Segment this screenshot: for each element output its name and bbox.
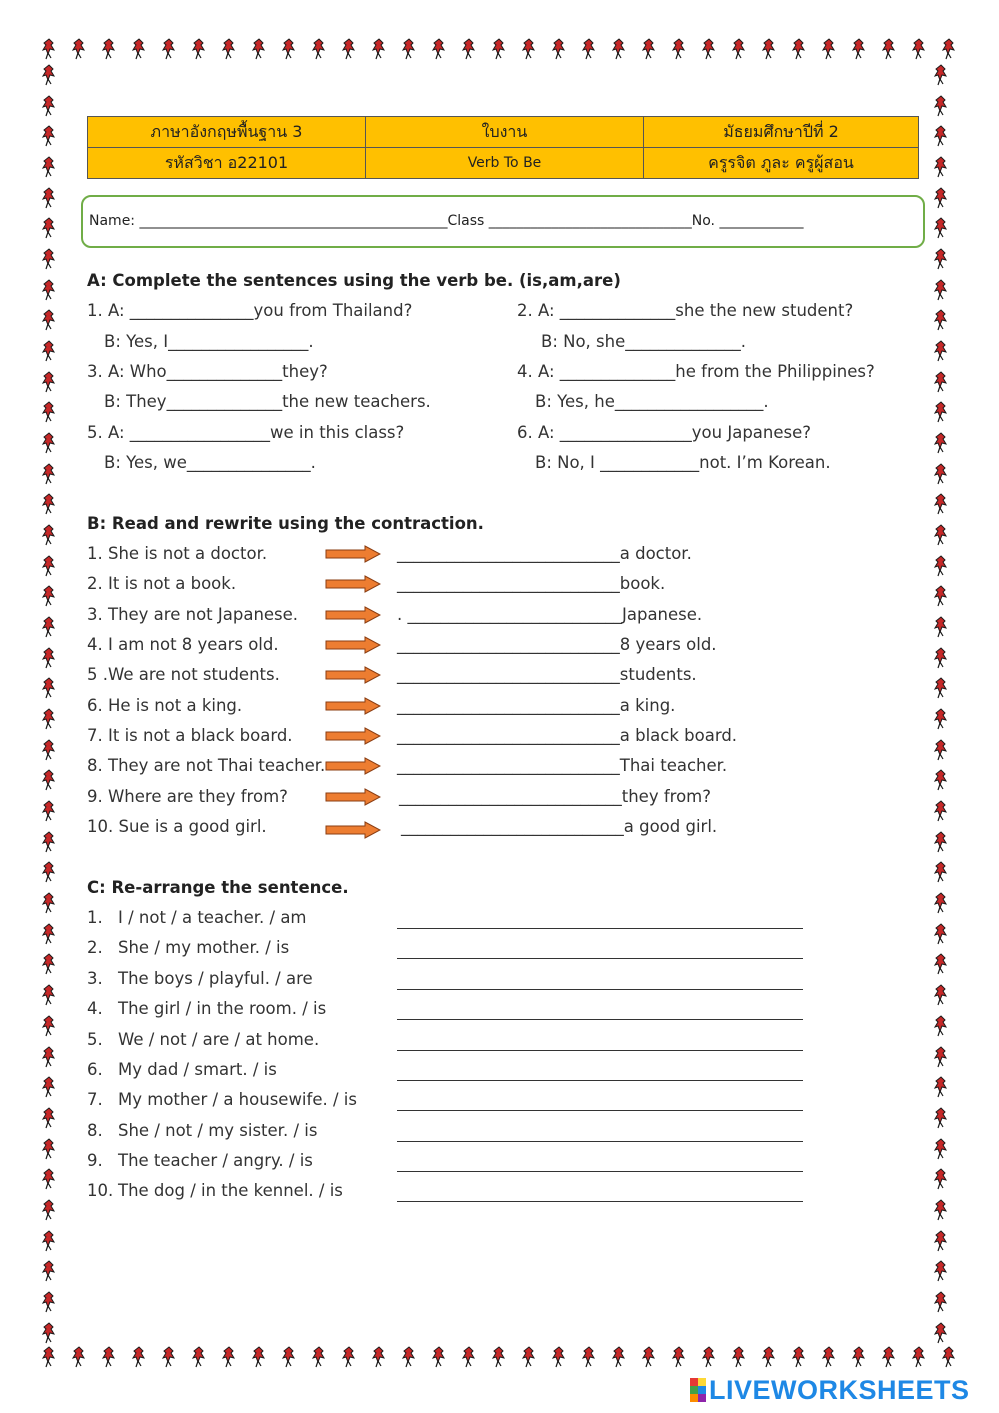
ornament-icon <box>490 38 508 60</box>
section-a-line[interactable]: B: No, I ____________not. I’m Korean. <box>535 453 831 472</box>
liveworksheets-wordmark: LIVEWORKSHEETS <box>709 1374 970 1405</box>
ornament-icon <box>932 647 950 669</box>
section-c-answer-line[interactable] <box>397 1171 803 1172</box>
ornament-icon <box>932 1322 950 1344</box>
ornament-icon <box>730 1346 748 1368</box>
section-b-answer-blank[interactable]: ___________________________Thai teacher. <box>397 756 728 775</box>
ornament-icon <box>40 432 58 454</box>
ornament-icon <box>932 616 950 638</box>
ornament-icon <box>932 125 950 147</box>
decorative-border-top <box>40 38 958 62</box>
ornament-icon <box>850 38 868 60</box>
ornament-icon <box>40 953 58 975</box>
section-c-words: She / not / my sister. / is <box>118 1121 318 1140</box>
ornament-icon <box>932 432 950 454</box>
ornament-icon <box>160 1346 178 1368</box>
ornament-icon <box>400 38 418 60</box>
ornament-icon <box>760 38 778 60</box>
ornament-icon <box>370 38 388 60</box>
ornament-icon <box>40 38 58 60</box>
section-b-prompt: 2. It is not a book. <box>87 574 237 593</box>
section-b-prompt: 6. He is not a king. <box>87 696 243 715</box>
ornament-icon <box>40 1015 58 1037</box>
section-a-line[interactable]: B: Yes, we_______________. <box>104 453 316 472</box>
section-b-answer-blank[interactable]: ___________________________they from? <box>399 787 711 806</box>
ornament-icon <box>550 1346 568 1368</box>
ornament-icon <box>40 769 58 791</box>
header-course-code: รหัสวิชา อ22101 <box>88 148 366 179</box>
ornament-icon <box>820 38 838 60</box>
ornament-icon <box>40 1046 58 1068</box>
ornament-icon <box>910 38 928 60</box>
ornament-icon <box>40 125 58 147</box>
ornament-icon <box>940 1346 958 1368</box>
decorative-border-left <box>40 64 64 1344</box>
ornament-icon <box>40 248 58 270</box>
section-c-number: 6. <box>87 1060 103 1079</box>
ornament-icon <box>40 1076 58 1098</box>
ornament-icon <box>460 1346 478 1368</box>
ornament-icon <box>40 1138 58 1160</box>
ornament-icon <box>940 38 958 60</box>
section-a-line[interactable]: 5. A: _________________we in this class? <box>87 423 405 442</box>
logo-squares-icon <box>690 1378 706 1402</box>
ornament-icon <box>70 38 88 60</box>
ornament-icon <box>40 493 58 515</box>
section-b-prompt: 5 .We are not students. <box>87 665 280 684</box>
section-a-line[interactable]: 4. A: ______________he from the Philippines? <box>517 362 875 381</box>
ornament-icon <box>932 892 950 914</box>
ornament-icon <box>40 739 58 761</box>
section-a-line[interactable]: 2. A: ______________she the new student? <box>517 301 854 320</box>
section-b-answer-blank[interactable]: ___________________________book. <box>397 574 666 593</box>
ornament-icon <box>130 1346 148 1368</box>
ornament-icon <box>760 1346 778 1368</box>
ornament-icon <box>40 187 58 209</box>
section-b-prompt: 8. They are not Thai teacher. <box>87 756 326 775</box>
ornament-icon <box>550 38 568 60</box>
section-c-answer-line[interactable] <box>397 989 803 990</box>
ornament-icon <box>700 1346 718 1368</box>
name-box <box>81 195 925 248</box>
ornament-icon <box>580 38 598 60</box>
ornament-icon <box>932 371 950 393</box>
ornament-icon <box>932 1138 950 1160</box>
ornament-icon <box>160 38 178 60</box>
section-a-line[interactable]: B: Yes, I_________________. <box>104 332 314 351</box>
ornament-icon <box>932 769 950 791</box>
ornament-icon <box>40 1322 58 1344</box>
section-c-number: 8. <box>87 1121 103 1140</box>
section-b-prompt: 9. Where are they from? <box>87 787 288 806</box>
section-b-answer-blank[interactable]: ___________________________a good girl. <box>401 817 718 836</box>
ornament-icon <box>932 156 950 178</box>
liveworksheets-logo <box>690 1375 990 1405</box>
section-b-answer-blank[interactable]: ___________________________a black board. <box>397 726 738 745</box>
ornament-icon <box>40 463 58 485</box>
ornament-icon <box>280 1346 298 1368</box>
section-c-answer-line[interactable] <box>397 958 803 959</box>
ornament-icon <box>880 1346 898 1368</box>
ornament-icon <box>790 38 808 60</box>
section-c-number: 5. <box>87 1030 103 1049</box>
section-c-title: C: Re-arrange the sentence. <box>87 878 349 897</box>
ornament-icon <box>40 708 58 730</box>
ornament-icon <box>932 1260 950 1282</box>
section-c-words: The boys / playful. / are <box>118 969 313 988</box>
ornament-icon <box>40 371 58 393</box>
decorative-border-right <box>932 64 956 1344</box>
ornament-icon <box>40 585 58 607</box>
ornament-icon <box>70 1346 88 1368</box>
ornament-icon <box>40 616 58 638</box>
section-b-answer-blank[interactable]: ___________________________a doctor. <box>397 544 692 563</box>
section-b-prompt: 4. I am not 8 years old. <box>87 635 279 654</box>
section-b-prompt: 1. She is not a doctor. <box>87 544 268 563</box>
section-c-words: I / not / a teacher. / am <box>118 908 307 927</box>
ornament-icon <box>932 861 950 883</box>
ornament-icon <box>40 524 58 546</box>
ornament-icon <box>932 340 950 362</box>
ornament-icon <box>190 1346 208 1368</box>
ornament-icon <box>40 156 58 178</box>
right-arrow-icon <box>325 606 381 624</box>
section-b-answer-blank[interactable]: ___________________________a king. <box>397 696 676 715</box>
header-worksheet: ใบงาน <box>366 117 644 148</box>
ornament-icon <box>40 1260 58 1282</box>
section-c-words: My dad / smart. / is <box>118 1060 277 1079</box>
ornament-icon <box>100 1346 118 1368</box>
section-a-line[interactable]: 1. A: _______________you from Thailand? <box>87 301 413 320</box>
ornament-icon <box>932 1015 950 1037</box>
ornament-icon <box>40 279 58 301</box>
ornament-icon <box>700 38 718 60</box>
ornament-icon <box>790 1346 808 1368</box>
ornament-icon <box>40 831 58 853</box>
ornament-icon <box>932 585 950 607</box>
ornament-icon <box>220 1346 238 1368</box>
section-c-number: 3. <box>87 969 103 988</box>
section-c-number: 9. <box>87 1151 103 1170</box>
ornament-icon <box>100 38 118 60</box>
ornament-icon <box>932 1230 950 1252</box>
ornament-icon <box>932 739 950 761</box>
ornament-icon <box>610 1346 628 1368</box>
ornament-icon <box>932 1291 950 1313</box>
name-class-no-line[interactable]: Name: ____________________________________________Class _____________________________No. ____________ <box>89 213 804 229</box>
ornament-icon <box>40 340 58 362</box>
ornament-icon <box>520 1346 538 1368</box>
ornament-icon <box>640 1346 658 1368</box>
ornament-icon <box>40 861 58 883</box>
section-b-prompt: 3. They are not Japanese. <box>87 605 299 624</box>
section-c-words: The girl / in the room. / is <box>118 999 327 1018</box>
ornament-icon <box>932 187 950 209</box>
ornament-icon <box>130 38 148 60</box>
section-a-line[interactable]: B: They______________the new teachers. <box>104 392 431 411</box>
ornament-icon <box>932 1107 950 1129</box>
ornament-icon <box>850 1346 868 1368</box>
ornament-icon <box>932 923 950 945</box>
section-a-line[interactable]: B: Yes, he__________________. <box>535 392 769 411</box>
ornament-icon <box>932 401 950 423</box>
ornament-icon <box>310 38 328 60</box>
section-c-number: 4. <box>87 999 103 1018</box>
section-c-words: She / my mother. / is <box>118 938 290 957</box>
ornament-icon <box>932 984 950 1006</box>
ornament-icon <box>460 38 478 60</box>
decorative-border-bottom <box>40 1346 958 1370</box>
header-grade: มัธยมศึกษาปีที่ 2 <box>644 117 919 148</box>
section-c-number: 10. <box>87 1181 114 1200</box>
ornament-icon <box>190 38 208 60</box>
ornament-icon <box>640 38 658 60</box>
right-arrow-icon <box>325 727 381 745</box>
ornament-icon <box>40 555 58 577</box>
ornament-icon <box>932 493 950 515</box>
header-subject: ภาษาอังกฤษพื้นฐาน 3 <box>88 117 366 148</box>
ornament-icon <box>580 1346 598 1368</box>
section-c-words: We / not / are / at home. <box>118 1030 320 1049</box>
ornament-icon <box>932 463 950 485</box>
right-arrow-icon <box>325 666 381 684</box>
ornament-icon <box>40 95 58 117</box>
right-arrow-icon <box>325 636 381 654</box>
section-a-line[interactable]: 6. A: ________________you Japanese? <box>517 423 812 442</box>
ornament-icon <box>670 1346 688 1368</box>
ornament-icon <box>370 1346 388 1368</box>
ornament-icon <box>220 38 238 60</box>
ornament-icon <box>40 647 58 669</box>
section-b-answer-blank[interactable]: ___________________________students. <box>397 665 697 684</box>
ornament-icon <box>932 1168 950 1190</box>
ornament-icon <box>40 984 58 1006</box>
section-c-answer-line[interactable] <box>397 1080 803 1081</box>
ornament-icon <box>520 38 538 60</box>
ornament-icon <box>880 38 898 60</box>
ornament-icon <box>932 217 950 239</box>
right-arrow-icon <box>325 575 381 593</box>
header-table <box>87 116 919 179</box>
ornament-icon <box>40 1346 58 1368</box>
ornament-icon <box>40 217 58 239</box>
section-c-answer-line[interactable] <box>397 1110 803 1111</box>
section-c-answer-line[interactable] <box>397 1141 803 1142</box>
section-c-answer-line[interactable] <box>397 1201 803 1202</box>
right-arrow-icon <box>325 821 381 839</box>
section-a-line[interactable]: 3. A: Who______________they? <box>87 362 328 381</box>
ornament-icon <box>932 555 950 577</box>
ornament-icon <box>932 953 950 975</box>
section-b-answer-blank[interactable]: . __________________________Japanese. <box>397 605 703 624</box>
ornament-icon <box>40 309 58 331</box>
ornament-icon <box>910 1346 928 1368</box>
ornament-icon <box>40 401 58 423</box>
ornament-icon <box>670 38 688 60</box>
section-c-number: 7. <box>87 1090 103 1109</box>
ornament-icon <box>40 923 58 945</box>
ornament-icon <box>250 38 268 60</box>
ornament-icon <box>820 1346 838 1368</box>
ornament-icon <box>932 64 950 86</box>
section-a-line[interactable]: B: No, she______________. <box>541 332 747 351</box>
ornament-icon <box>40 677 58 699</box>
ornament-icon <box>932 1046 950 1068</box>
section-c-words: The dog / in the kennel. / is <box>118 1181 343 1200</box>
ornament-icon <box>40 800 58 822</box>
ornament-icon <box>932 708 950 730</box>
section-c-answer-line[interactable] <box>397 928 803 929</box>
ornament-icon <box>610 38 628 60</box>
ornament-icon <box>932 95 950 117</box>
ornament-icon <box>40 1168 58 1190</box>
section-a-title: A: Complete the sentences using the verb be. (is,am,are) <box>87 271 621 290</box>
header-topic: Verb To Be <box>366 148 644 179</box>
section-c-number: 1. <box>87 908 103 927</box>
ornament-icon <box>40 1199 58 1221</box>
ornament-icon <box>430 38 448 60</box>
section-b-prompt: 7. It is not a black board. <box>87 726 293 745</box>
ornament-icon <box>430 1346 448 1368</box>
ornament-icon <box>40 1291 58 1313</box>
ornament-icon <box>40 1230 58 1252</box>
ornament-icon <box>932 524 950 546</box>
ornament-icon <box>490 1346 508 1368</box>
section-b-prompt: 10. Sue is a good girl. <box>87 817 267 836</box>
ornament-icon <box>932 677 950 699</box>
ornament-icon <box>400 1346 418 1368</box>
ornament-icon <box>310 1346 328 1368</box>
section-b-title: B: Read and rewrite using the contraction. <box>87 514 484 533</box>
section-c-words: My mother / a housewife. / is <box>118 1090 357 1109</box>
ornament-icon <box>932 831 950 853</box>
section-c-number: 2. <box>87 938 103 957</box>
ornament-icon <box>40 1107 58 1129</box>
ornament-icon <box>340 1346 358 1368</box>
section-c-answer-line[interactable] <box>397 1050 803 1051</box>
ornament-icon <box>932 309 950 331</box>
ornament-icon <box>932 800 950 822</box>
section-c-answer-line[interactable] <box>397 1019 803 1020</box>
ornament-icon <box>932 1199 950 1221</box>
ornament-icon <box>40 64 58 86</box>
section-c-words: The teacher / angry. / is <box>118 1151 313 1170</box>
ornament-icon <box>730 38 748 60</box>
section-b-answer-blank[interactable]: ___________________________8 years old. <box>397 635 717 654</box>
ornament-icon <box>932 279 950 301</box>
ornament-icon <box>932 1076 950 1098</box>
right-arrow-icon <box>325 545 381 563</box>
right-arrow-icon <box>325 697 381 715</box>
right-arrow-icon <box>325 757 381 775</box>
header-teacher: ครูรจิต ภูละ ครูผู้สอน <box>644 148 919 179</box>
ornament-icon <box>932 248 950 270</box>
ornament-icon <box>40 892 58 914</box>
ornament-icon <box>280 38 298 60</box>
ornament-icon <box>340 38 358 60</box>
right-arrow-icon <box>325 788 381 806</box>
ornament-icon <box>250 1346 268 1368</box>
